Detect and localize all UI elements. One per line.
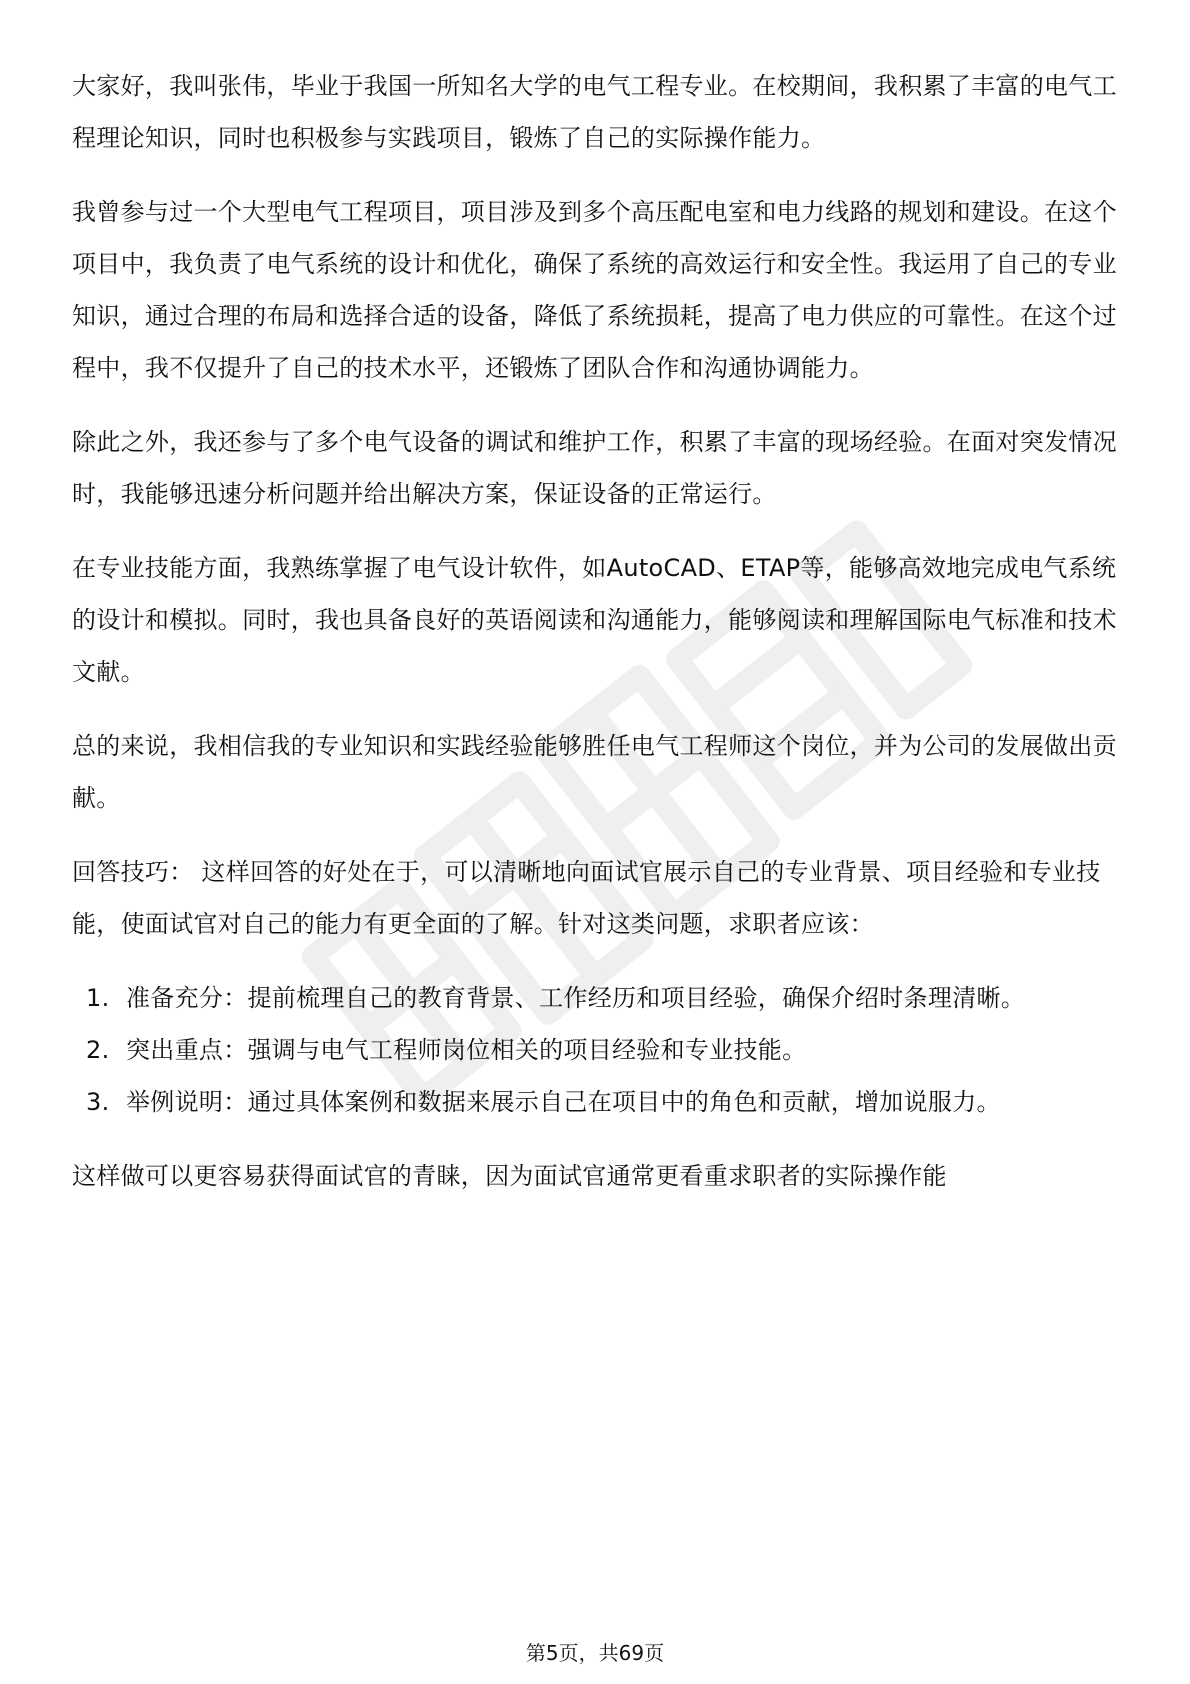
list-item (72, 972, 1120, 1024)
list-item (72, 1076, 1120, 1128)
list-item-text: 举例说明：通过具体案例和数据来展示自己在项目中的角色和贡献，增加说服力。 (126, 1088, 1001, 1116)
paragraph-closing: 这样做可以更容易获得面试官的青睐，因为面试官通常更看重求职者的实际操作能 (72, 1162, 947, 1190)
document-body (72, 60, 1120, 1224)
paragraph-maintenance: 除此之外，我还参与了多个电气设备的调试和维护工作，积累了丰富的现场经验。在面对突发情况时，我能够迅速分析问题并给出解决方案，保证设备的正常运行。 (72, 428, 1117, 508)
paragraph-intro: 大家好，我叫张伟，毕业于我国一所知名大学的电气工程专业。在校期间，我积累了丰富的电气工程理论知识，同时也积极参与实践项目，锻炼了自己的实际操作能力。 (72, 72, 1117, 152)
paragraph-project: 我曾参与过一个大型电气工程项目，项目涉及到多个高压配电室和电力线路的规划和建设。在这个项目中，我负责了电气系统的设计和优化，确保了系统的高效运行和安全性。我运用了自己的专业知识，通过合理的布局和选择合适的设备，降低了系统损耗，提高了电力供应的可靠性。在这个过程中，我不仅提升了自己的技术水平，还锻炼了团队合作和沟通协调能力。 (72, 198, 1117, 382)
list-number: 2. (86, 1036, 110, 1064)
paragraph-summary: 总的来说，我相信我的专业知识和实践经验能够胜任电气工程师这个岗位，并为公司的发展做出贡献。 (72, 732, 1117, 812)
list-item-text: 突出重点：强调与电气工程师岗位相关的项目经验和专业技能。 (126, 1036, 807, 1064)
list-item (72, 1024, 1120, 1076)
paragraph-skills: 在专业技能方面，我熟练掌握了电气设计软件，如AutoCAD、ETAP等，能够高效地完成电气系统的设计和模拟。同时，我也具备良好的英语阅读和沟通能力，能够阅读和理解国际电气标准和技术文献。 (72, 554, 1117, 686)
list-number: 1. (86, 984, 110, 1012)
page-number: 第5页，共69页 (525, 1641, 665, 1665)
paragraph-answer-tips: 回答技巧： 这样回答的好处在于，可以清晰地向面试官展示自己的专业背景、项目经验和专业技能，使面试官对自己的能力有更全面的了解。针对这类问题，求职者应该： (72, 858, 1101, 938)
list-number: 3. (86, 1088, 110, 1116)
tips-list (72, 972, 1120, 1128)
list-item-text: 准备充分：提前梳理自己的教育背景、工作经历和项目经验，确保介绍时条理清晰。 (126, 984, 1026, 1012)
